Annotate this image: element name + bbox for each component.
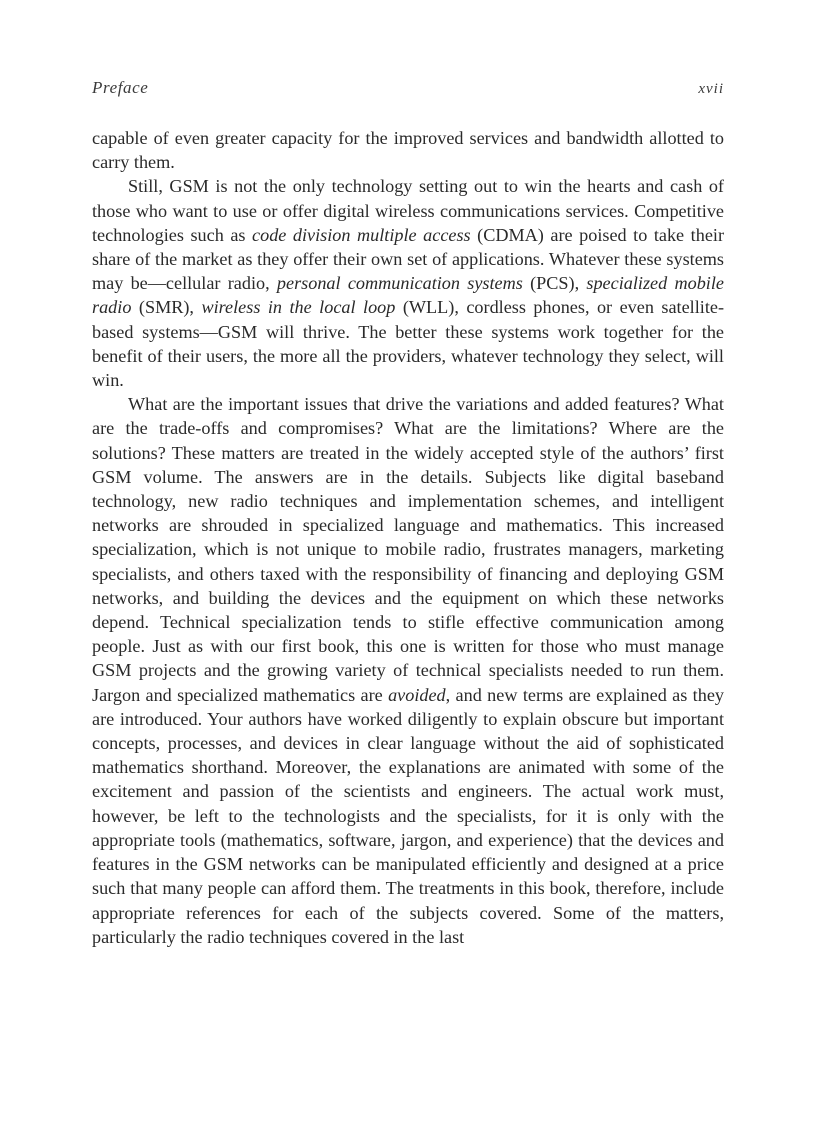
- paragraph-3-text-2: , and new terms are explained as they are introduced. Your authors have worked diligently to explain obscure but important concepts, processes, and devices in clear language without the aid of sophisticated mathematics shorthand. Moreover, the explanations are animated with some of the excitement and passion of the scientists and engineers. The actual work must, however, be left to the technologists and the specialists, for it is only with the appropriate tools (mathematics, software, jargon, and experience) that the devices and features in the GSM networks can be manipulated efficiently and designed at a price such that many people can afford them. The treatments in this book, therefore, include appropriate references for each of the subjects covered. Some of the matters, particularly the radio techniques covered in the last: [92, 684, 724, 947]
- paragraph-3-text-1: What are the important issues that drive the variations and added features? What are the trade-offs and compromises? What are the limitations? Where are the solutions? These matters are treated in the widely accepted style of the authors’ first GSM volume. The answers are in the details. Subjects like digital baseband technology, new radio techniques and implementation schemes, and intelligent networks are shrouded in specialized language and mathematics. This increased specialization, which is not unique to mobile radio, frustrates managers, marketing specialists, and others taxed with the responsibility of financing and deploying GSM networks, and building the devices and the equipment on which these networks depend. Technical specialization tends to stifle effective communication among people. Just as with our first book, this one is written for those who must manage GSM projects and the growing variety of technical specialists needed to run them. Jargon and specialized mathematics are: [92, 394, 724, 705]
- paragraph-2-term-smr: specialized mobile radio: [92, 273, 724, 318]
- paragraph-2-text-5: (WLL), cordless phones, or even satellite-based systems—GSM will thrive. The better these systems work together for the benefit of their users, the more all the providers, whatever technology they select, will win.: [92, 297, 725, 391]
- paragraph-2-text-3: (PCS),: [522, 273, 587, 294]
- paragraph-1: [92, 126, 724, 174]
- paragraph-2-text-1: Still, GSM is not the only technology setting out to win the hearts and cash of those who want to use or offer digital wireless communications services. Competitive technologies such as: [92, 176, 724, 245]
- paragraph-2-term-cdma: code division multiple access: [252, 224, 471, 245]
- paragraph-2: [92, 174, 724, 392]
- page-number: xvii: [698, 81, 724, 97]
- paragraph-2-term-wll: wireless in the local loop: [201, 297, 396, 318]
- paragraph-3-term-avoided: avoided: [388, 684, 446, 705]
- paragraph-2-text-2: (CDMA) are poised to take their share of the market as they offer their own set of applications. Whatever these systems may be—cellular radio,: [92, 224, 724, 294]
- paragraph-2-text-4: (SMR),: [131, 297, 202, 318]
- paragraph-3: [92, 392, 724, 949]
- paragraph-1-text: capable of even greater capacity for the improved services and bandwidth allotted to carry them.: [92, 128, 724, 173]
- paragraph-2-term-pcs: personal communication systems: [276, 273, 523, 294]
- page: [92, 78, 724, 949]
- body-text: [92, 126, 724, 949]
- chapter-title: Preface: [92, 78, 149, 97]
- running-header: [92, 78, 724, 98]
